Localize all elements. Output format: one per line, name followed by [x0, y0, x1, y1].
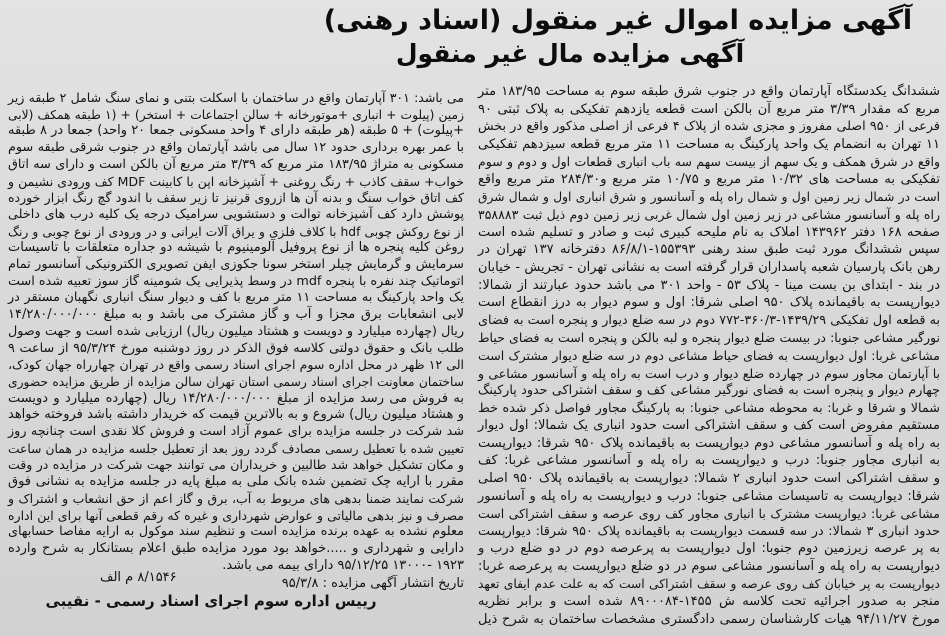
left-column-line: ساختمان معاونت اجرای اسناد رسمی استان تهران سالن مزایده از طریق مزایده حضوری — [8, 374, 464, 389]
left-column-line: مصرف و نیز بدهی مالیاتی و عوارض شهرداری و غیره که رقم قطعی آنها برای این اداره — [8, 507, 464, 523]
right-column-line: مربع که مقدار ۳/۳۹ متر مربع آن بالکن است قطعه یازدهم تفکیکی به پلاک ثبتی ۹۰ — [478, 101, 940, 117]
right-column-line: با آپارتمان مجاور سوم در چهارده ضلع دیوار و درب است به راه پله و آسانسور مشاعی و — [478, 365, 940, 381]
right-column-line: ۱۱ تهران به انضمام یک واحد پارکینگ به مساحت ۱۱ متر مربع قطعه سیزدهم تفکیکی — [478, 136, 940, 152]
left-column-line: +پیلوت) + ۵ طبقه (هر طبقه دارای ۴ واحد مسکونی جمعا ۲۰ واحد) جمعا در ۸ طبقه — [8, 123, 465, 139]
right-column-line: نورگیر مشاعی جنوبا: در بیست ضلع دیوار پنجره و لبه بالکن و پنجره است به فضای حیاط — [478, 330, 940, 346]
right-column-line: چهارم دیوار و پنجره است به فضای نورگیر مشاعی کف و سقف اشتراکی حدود پارکینگ — [478, 383, 940, 399]
left-column-line: تعیین شده با تعطیل رسمی مصادف گردد روز بعد از تعطیل جلسه مزایده در همان ساعت — [8, 441, 464, 456]
left-column — [8, 90, 464, 610]
left-column-line: روغن کلیه پنجره ها از نوع پروفیل آلومینیوم با شیشه دو جداره متعلقات با تاسیسات — [8, 240, 464, 256]
left-column-line: زمین (پیلوت + انباری +موتورخانه + سالن اجتماعات + استخر) + (۱ طبقه همکف (لابی — [8, 107, 464, 122]
right-column-line: دیوارپست به باقیمانده پلاک ۹۵۰ اصلی شرقا: اول و سوم دیوار به درز انقطاع است — [478, 295, 940, 311]
left-column-line: معلوم نشده به عهده برنده مزایده است و تنظیم سند موکول به ارایه مفاصا حسابهای — [8, 524, 464, 540]
left-column-line: خواب+ سقف کاذب + رنگ روغنی + آشپزخانه اپن با کابینت MDF کف ورودی نشیمن و — [8, 173, 464, 189]
right-column-line: واقع در شرق همکف و یک سهم از بیست سهم سه باب انباری قطعات اول و دوم و سوم — [478, 154, 940, 170]
right-column-line: به پر عرصه زیرزمین دوم جنوبا: اول دیوارپست به پرعرصه دوم در دو ضلع درب و — [478, 541, 940, 557]
left-column-line: می باشد: ۳۰۱ آپارتمان واقع در ساختمان با اسکلت بتنی و نمای سنگ شامل ۲ طبقه زیر — [8, 90, 464, 105]
right-column-line: فرعی از ۹۵۰ اصلی مفروز و مجزی شده از پلاک ۴ فرعی از اصلی مذکور واقع در بخش — [478, 119, 941, 135]
left-column-line: دارایی و شهرداری و .....خواهد بود مورد مزایده طبق اعلام بستانکار به شرح وارده — [8, 540, 464, 556]
left-column-line: به فروش می رسد مزایده از مبلغ ۱۴/۲۸۰/۰۰۰/۰۰۰ ریال (چهارده میلیارد و دویست — [8, 390, 465, 406]
left-column-line: پوشش دارد کف آشپزخانه توالت و دستشویی سرامیک درجه یک کلیه درب های داخلی — [8, 206, 464, 222]
right-column — [478, 83, 940, 628]
right-column-line: رهن بانک پارسیان شعبه پاسداران قرار گرفته است به نشانی تهران - تجریش - خیابان — [478, 259, 940, 275]
right-column-line: ششدانگ یکدستگاه آپارتمان واقع در جنوب شرق طبقه سوم به مساحت ۱۸۳/۹۵ متر — [478, 84, 940, 99]
left-column-line: یک واحد پارکینگ به مساحت ۱۱ متر مربع با کف و دیوار سنگ انباری نگهبان مستقر در — [8, 290, 464, 306]
signature: رییس اداره سوم اجرای اسناد رسمی - نقیبی — [45, 592, 377, 611]
reference-number: ۸/۱۵۴۶ م الف — [100, 570, 177, 586]
left-column-line: ۱۹۲۳ -۱۳۰۰۰ ۹۵/۱۲/۲۵ دارای بیمه می باشد. — [222, 557, 464, 573]
left-column-line: سرمایش و گرمایش چیلر استخر سونا جکوزی ایفن تصویری الکترونیکی آسانسور تمام — [8, 257, 464, 273]
publication-date: تاریخ انتشار آگهی مزایده : ۹۵/۳/۸ — [281, 576, 464, 592]
right-column-line: منجر به صدور اجرائیه تحت کلاسه ش ۱۴۵۵-۸۹۰۰۰۸۴ شده است و برابر نظریه — [478, 594, 940, 610]
left-column-line: و مکان تشکیل خواهد شد طالبین و خریداران می توانند جهت شرکت در مزایده در وقت — [8, 457, 464, 473]
notice-subtitle: آگهی مزایده مال غیر منقول — [395, 39, 745, 68]
left-column-line: لابی انشعابات برق مجزا و آب و گاز مشترک می باشد و به مبلغ ۱۴/۲۸۰/۰۰۰/۰۰۰ — [8, 307, 464, 323]
left-column-line: از نوع روکش چوبی hdf با کلاف فلزی و یراق آلات ایرانی و در ورودی از نوع چوبی و رنگ — [8, 224, 465, 239]
right-column-line: سپس ششدانگ مورد ثبت طبق سند رهنی ۱۵۵۳۹۳-۸۶/۸/۱ دفترخانه ۱۳۷ تهران در — [478, 242, 940, 258]
left-column-line: طلب بانک و حقوق دولتی کلاسه فوق الذکر در روز دوشنبه مورخ ۹۵/۳/۲۴ از ساعت ۹ — [8, 340, 464, 356]
left-column-line: الی ۱۲ ظهر در محل اداره سوم اجرای اسناد رسمی واقع در تهران چهارراه جهان کودک، — [8, 357, 464, 373]
left-column-line: مسکونی به متراژ ۱۸۳/۹۵ متر مربع که ۳/۳۹ متر مربع آن بالکن است و دارای سه اتاق — [8, 156, 465, 172]
right-column-line: حدود انباری ۳ شمالا: در سه قسمت دیوارپست به باقیمانده پلاک ۹۵۰ شرقا: دیوارپست — [478, 523, 941, 539]
right-column-line: و سقف اشتراکی است حدود انباری ۲ شمالا: دیوارپست به باقیمانده پلاک ۹۵۰ اصلی — [478, 471, 940, 487]
right-column-line: شرقا: دیوارپست به تاسیسات مشاعی جنوبا: درب و دیوارپست به راه پله و آسانسور — [478, 488, 940, 504]
right-column-line: تفکیکی به مساحت های ۱۰/۳۲ متر مربع و ۱۰/۷۵ متر مربع و۲۸۴/۳۰ متر مربع واقع — [478, 171, 940, 187]
right-column-line: مشاعی غربا: دیوارپست مشترک با انباری مجاور کف روی عرصه و سقف اشتراکی است — [478, 506, 940, 522]
right-column-line: دیوارپست به راه پله و آسانسور مشاعی سوم در دو ضلع دیوارپست به پرعرصه غربا: — [478, 559, 940, 575]
right-column-line: شمالا و شرقا و غربا: به محوطه مشاعی جنوبا: به پارکینگ مجاور فواصل ذکر شده خط — [478, 400, 940, 416]
right-column-line: صفحه ۱۶۸ دفتر ۱۴۳۹۶۲ املاک به نام ملیحه کبیری ثبت و صادر و تسلیم شده است — [478, 224, 940, 240]
left-column-line: اتوماتیک چند نفره با پنجره mdf در وسط پذیرایی یک شومینه گاز سوز تعبیه شده است — [8, 273, 464, 289]
notice-title: آگهی مزایده اموال غیر منقول (اسناد رهنی) — [323, 5, 913, 36]
notice-footer — [8, 570, 464, 593]
left-column-line: با عمر بهره برداری حدود ۱۲ سال می باشد آپارتمان واقع در جنوب شرقی طبقه سوم — [8, 140, 464, 156]
right-column-line: مورخ ۹۴/۱۱/۲۷ هیات کارشناسان رسمی دادگستری مشخصات ساختمان به شرح ذیل — [478, 611, 940, 627]
left-column-line: و هشتاد میلیون ریال) شروع و به بالاترین قیمت که خریدار داشته باشد فروخته خواهد — [8, 407, 464, 423]
right-column-line: است در شمال زیر زمین اول و شمال راه پله و آسانسور و شرق انباری اول و شمال شرق — [478, 189, 940, 204]
right-column-line: به انباری مجاور جنوبا: درب و دیوارپست به راه پله و آسانسور مشاعی غربا: کف — [478, 453, 940, 469]
left-column-line: مقرر با ارایه چک تضمین شده بانک ملی به مبلغ پایه در جلسه مزایده به نشانی فوق — [8, 474, 464, 490]
right-column-line: مستقیم مفروض است کف و سقف اشتراکی است حدود انباری یک شمالا: اول دیوار — [478, 418, 940, 434]
left-column-line: ریال (چهارده میلیارد و دویست و هشتاد میلیون ریال) ارزیابی شده است و جهت وصول — [8, 323, 464, 339]
right-column-line: به قطعه اول تفکیکی ۱۴۳۹/۲۹-۳۶۰/۳-۷۷۲ دوم در سه ضلع دیوار و پنجره است به فضای — [478, 312, 940, 328]
right-column-line: راه پله و آسانسور مشاعی در زیر زمین اول شمال غربی زیر زمین دوم ذیل ثبت ۳۵۸۸۸۳ — [478, 207, 940, 223]
right-column-line: مشاعی غربا: اول دیوارپست به فضای حیاط مشاعی دوم در سه ضلع دیوار مشترک است — [478, 347, 940, 363]
left-column-line: شد شرکت در جلسه مزایده برای عموم آزاد است و فروش کلا نقدی است چنانچه روز — [8, 424, 464, 440]
right-column-line: در بند - ابتدای بن بست مینا - پلاک ۵۳ - واحد ۳۰۱ می باشد حدود عبارتند از شمالا: — [478, 277, 940, 293]
right-column-line: دیوارپست به پر خیابان کف روی عرصه و سقف اشتراکی است که به علت عدم ایفای تعهد — [478, 576, 940, 591]
right-column-line: به راه پله و آسانسور مشاعی دوم دیوارپست به باقیمانده پلاک ۹۵۰ شرقا: دیوارپست — [478, 435, 940, 451]
left-column-line: کف اتاق خواب سنگ و بدنه آن ها ازروی قرنیز تا زیر سقف با اندود گچ رنگ ابزار خورده — [8, 190, 464, 206]
left-column-line: شرکت نمایند ضمنا بدهی های مربوط به آب، برق و گاز اعم از حق انشعاب و اشتراک و — [8, 490, 464, 506]
